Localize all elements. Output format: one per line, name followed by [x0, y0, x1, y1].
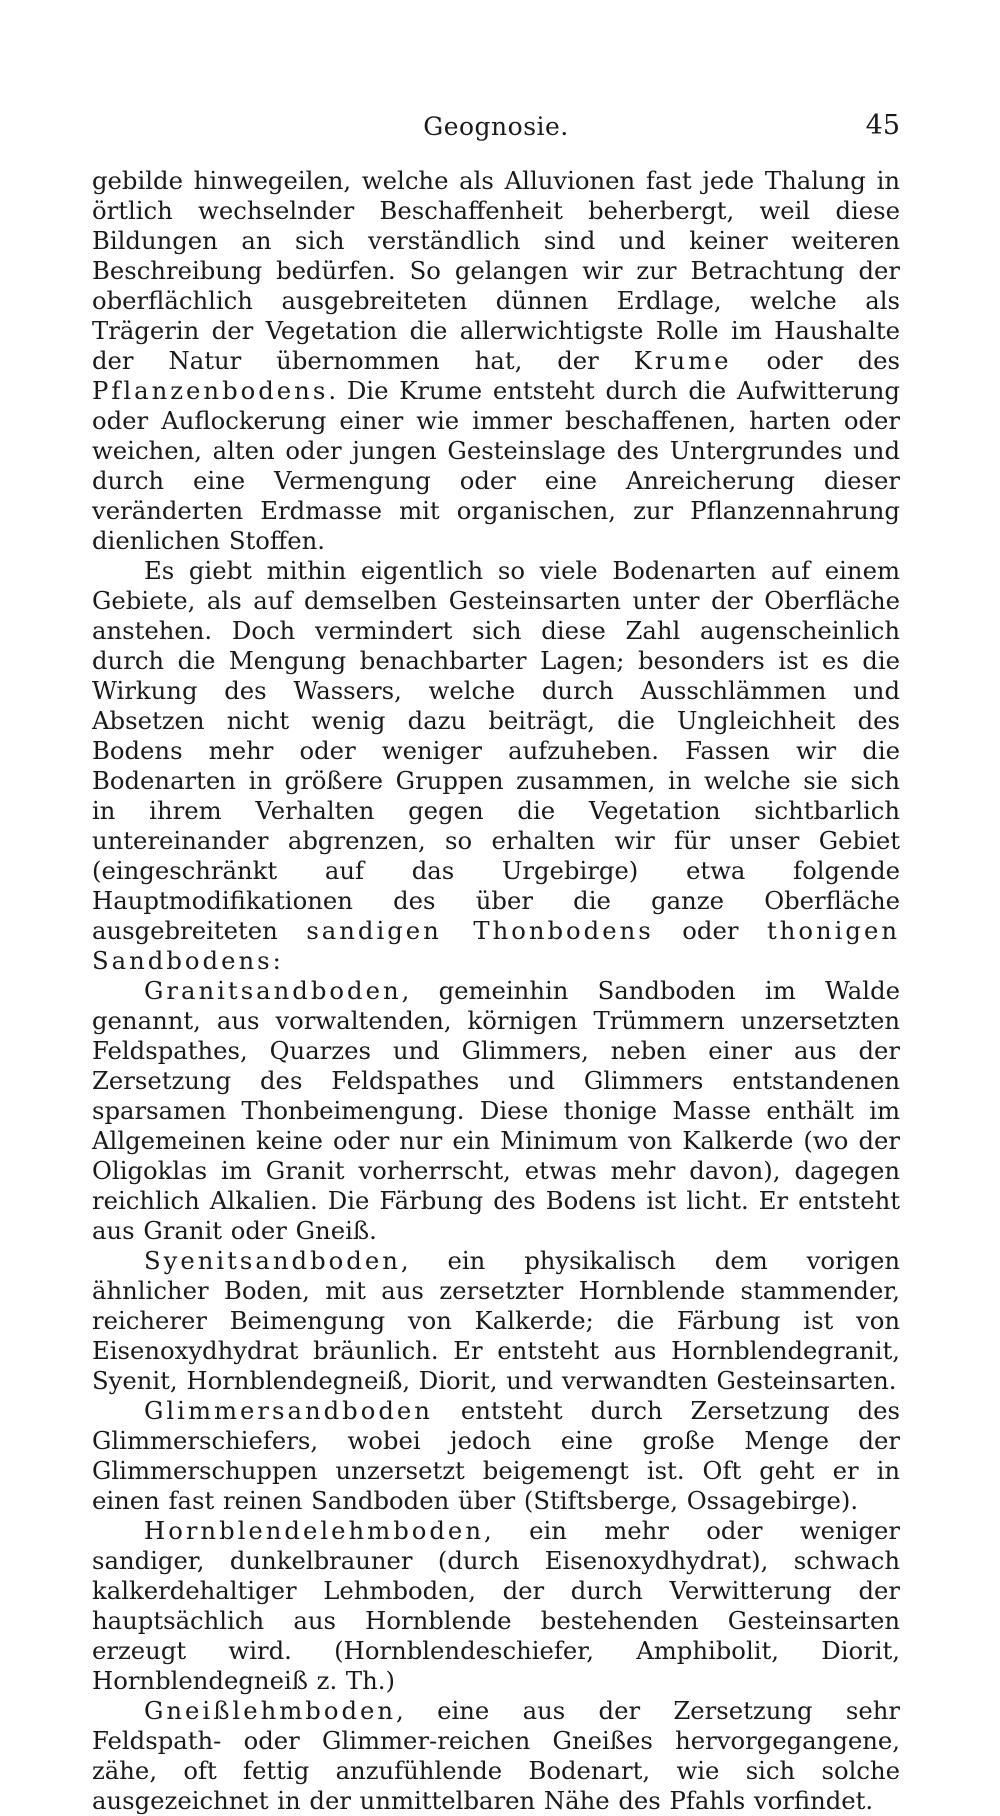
paragraph-hornblendelehmboden	[92, 1516, 900, 1696]
text-run: , eine aus der Zersetzung sehr Feldspath- oder Glimmer-reichen Gneißes hervorgegangene, zähe, oft fettig anzufühlende Bodenart, wie sich solche ausgezeichnet in der unmittelbaren Nähe des Pfahls vorfindet.	[92, 1696, 900, 1815]
spaced-term: Syenitsandboden	[144, 1246, 401, 1275]
page-number: 45	[865, 110, 900, 141]
spaced-term: Glimmersandboden	[144, 1396, 433, 1425]
spaced-term: Granitsandboden	[144, 976, 402, 1005]
paragraph-2	[92, 556, 900, 976]
paragraph-gneisslehmboden	[92, 1696, 900, 1816]
text-run: , ein mehr oder weniger sandiger, dunkelbrauner (durch Eisenoxydhydrat), schwach kalkerdehaltiger Lehmboden, der durch Verwitterung der hauptsächlich aus Hornblende bestehenden Gesteinsarten erzeugt wird. (Hornblendeschiefer, Amphibolit, Diorit, Hornblendegneiß z. Th.)	[92, 1516, 900, 1695]
paragraph-1	[92, 166, 900, 556]
spaced-term: Krume	[633, 346, 732, 375]
spaced-term: sandigen Thonbodens	[306, 916, 654, 945]
text-run: oder des	[731, 346, 900, 375]
body-text	[92, 166, 900, 1816]
spaced-term: Gneißlehmboden	[144, 1696, 397, 1725]
text-run: Es giebt mithin eigentlich so viele Bodenarten auf einem Gebiete, als auf demselben Gesteinsarten unter der Oberfläche anstehen. Doch vermindert sich diese Zahl augenscheinlich durch die Mengung benachbarter Lagen; besonders ist es die Wirkung des Wassers, welche durch Ausschlämmen und Absetzen nicht wenig dazu beiträgt, die Ungleichheit des Bodens mehr oder weniger aufzuheben. Fassen wir die Bodenarten in größere Gruppen zusammen, in welche sie sich in ihrem Verhalten gegen die Vegetation sichtbarlich untereinander abgrenzen, so erhalten wir für unser Gebiet (eingeschränkt auf das Urgebirge) etwa folgende Hauptmodifikationen des über die ganze Oberfläche ausgebreiteten	[92, 556, 900, 945]
spaced-term: Hornblendelehmboden	[144, 1516, 484, 1545]
paragraph-syenitsandboden	[92, 1246, 900, 1396]
spaced-term: thonigen Sandbodens	[92, 916, 901, 975]
text-run: entsteht durch Zersetzung des Glimmerschiefers, wobei jedoch eine große Menge der Glimmerschuppen unzersetzt beigemengt ist. Oft geht er in einen fast reinen Sandboden über (Stiftsberge, Ossagebirge).	[92, 1396, 900, 1515]
text-run: gebilde hinwegeilen, welche als Alluvionen fast jede Thalung in örtlich wechselnder Beschaffenheit beherbergt, weil diese Bildungen an sich verständlich sind und keiner weiteren Beschreibung bedürfen. So gelangen wir zur Betrachtung der oberflächlich ausgebreiteten dünnen Erdlage, welche als Trägerin der Vegetation die allerwichtigste Rolle im Haushalte der Natur übernommen hat, der	[92, 166, 900, 375]
text-run: , gemeinhin Sandboden im Walde genannt, aus vorwaltenden, körnigen Trümmern unzersetzten Feldspathes, Quarzes und Glimmers, neben einer aus der Zersetzung des Feldspathes und Glimmers entstandenen sparsamen Thonbeimengung. Diese thonige Masse enthält im Allgemeinen keine oder nur ein Minimum von Kalkerde (wo der Oligoklas im Granit vorherrscht, etwas mehr davon), dagegen reichlich Alkalien. Die Färbung des Bodens ist licht. Er entsteht aus Granit oder Gneiß.	[92, 976, 900, 1245]
spaced-term: Pflanzenbodens	[92, 376, 329, 405]
text-run: . Die Krume entsteht durch die Aufwitterung oder Auflockerung einer wie immer beschaffenen, harten oder weichen, alten oder jungen Gesteinslage des Untergrundes und durch eine Vermengung oder eine Anreicherung dieser veränderten Erdmasse mit organischen, zur Pflanzennahrung dienlichen Stoffen.	[92, 376, 900, 555]
page-header	[92, 112, 900, 148]
paragraph-glimmersandboden	[92, 1396, 900, 1516]
running-head: Geognosie.	[423, 112, 569, 141]
text-run: , ein physikalisch dem vorigen ähnlicher Boden, mit aus zersetzter Hornblende stammender, reicherer Beimengung von Kalkerde; die Färbung ist von Eisenoxydhydrat bräunlich. Er entsteht aus Hornblendegranit, Syenit, Hornblendegneiß, Diorit, und verwandten Gesteinsarten.	[92, 1246, 900, 1395]
text-run: oder	[653, 916, 767, 945]
paragraph-granitsandboden	[92, 976, 900, 1246]
text-run: :	[272, 946, 281, 975]
